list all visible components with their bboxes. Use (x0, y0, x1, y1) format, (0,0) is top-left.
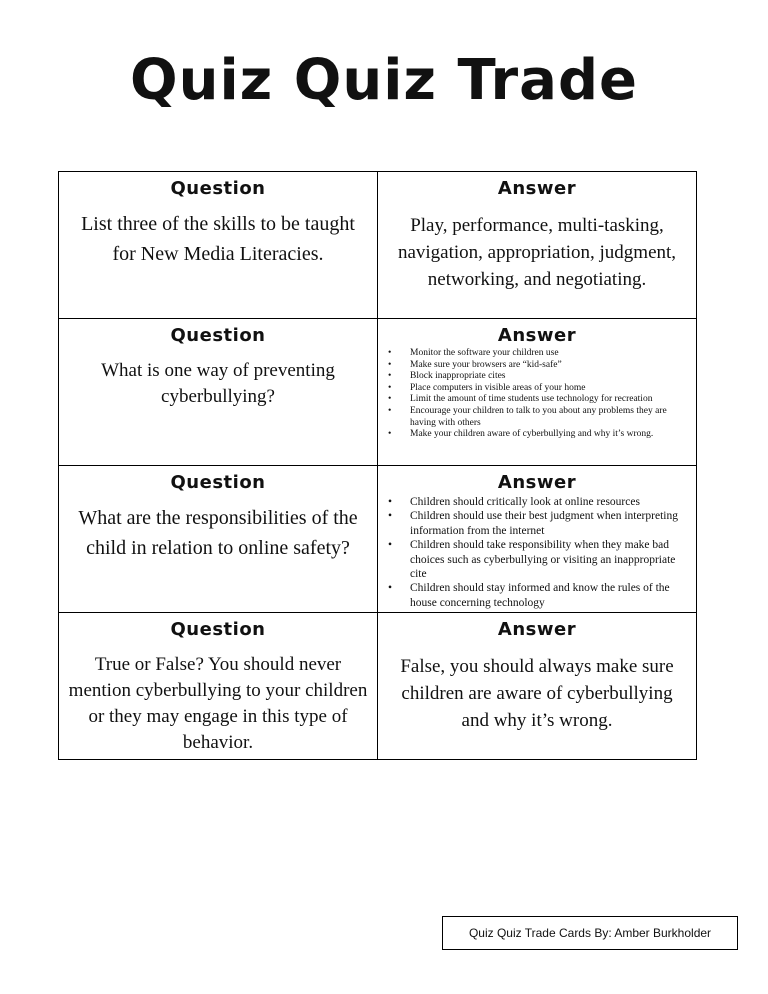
answer-list-item: • Block inappropriate cites (386, 371, 690, 383)
answer-list-item: • Place computers in visible areas of your home (386, 383, 690, 395)
answer-heading: Answer (497, 619, 577, 640)
answer-list (378, 495, 696, 610)
question-heading: Question (170, 472, 266, 493)
card-row-4 (59, 613, 697, 760)
question-card-2 (59, 319, 378, 466)
answer-list-item: • Make sure your browsers are “kid-safe” (386, 360, 690, 372)
card-row-3 (59, 466, 697, 613)
question-text: True or False? You should never mention cyberbullying to your children or they may engage in this type of behavior. (68, 654, 368, 753)
question-card-4 (59, 613, 378, 760)
answer-list-item: • Encourage your children to talk to you about any problems they are having with others (386, 406, 690, 429)
question-heading: Question (170, 325, 266, 346)
answer-card-1 (378, 172, 697, 319)
answer-list (378, 348, 696, 441)
question-text: What is one way of preventing cyberbullying? (101, 360, 335, 407)
question-text: List three of the skills to be taught for New Media Literacies. (81, 213, 355, 265)
answer-list-item: • Children should stay informed and know the rules of the house concerning technology (386, 581, 690, 610)
question-heading: Question (170, 178, 266, 199)
card-row-2 (59, 319, 697, 466)
answer-text: Play, performance, multi-tasking, navigation, appropriation, judgment, networking, and negotiating. (397, 215, 677, 290)
answer-text: False, you should always make sure children are aware of cyberbullying and why it’s wrong. (400, 656, 674, 731)
answer-list-item: • Children should critically look at online resources (386, 495, 690, 509)
answer-list-item: • Limit the amount of time students use technology for recreation (386, 394, 690, 406)
question-text: What are the responsibilities of the child in relation to online safety? (78, 507, 358, 559)
answer-card-2 (378, 319, 697, 466)
answer-list-item: • Children should use their best judgment when interpreting information from the internet (386, 509, 690, 538)
quiz-cards-table (58, 171, 697, 760)
question-heading: Question (170, 619, 266, 640)
answer-list-item: • Make your children aware of cyberbullying and why it’s wrong. (386, 429, 690, 441)
answer-list-item: • Children should take responsibility when they make bad choices such as cyberbullying or visiting an inappropriate cite (386, 538, 690, 581)
credit-box: Quiz Quiz Trade Cards By: Amber Burkholder (442, 916, 738, 950)
answer-list-item: • Monitor the software your children use (386, 348, 690, 360)
card-row-1 (59, 172, 697, 319)
question-card-3 (59, 466, 378, 613)
answer-card-4 (378, 613, 697, 760)
question-card-1 (59, 172, 378, 319)
answer-card-3 (378, 466, 697, 613)
answer-heading: Answer (497, 325, 577, 346)
answer-heading: Answer (497, 472, 577, 493)
answer-heading: Answer (497, 178, 577, 199)
page-title: Quiz Quiz Trade (129, 48, 639, 113)
